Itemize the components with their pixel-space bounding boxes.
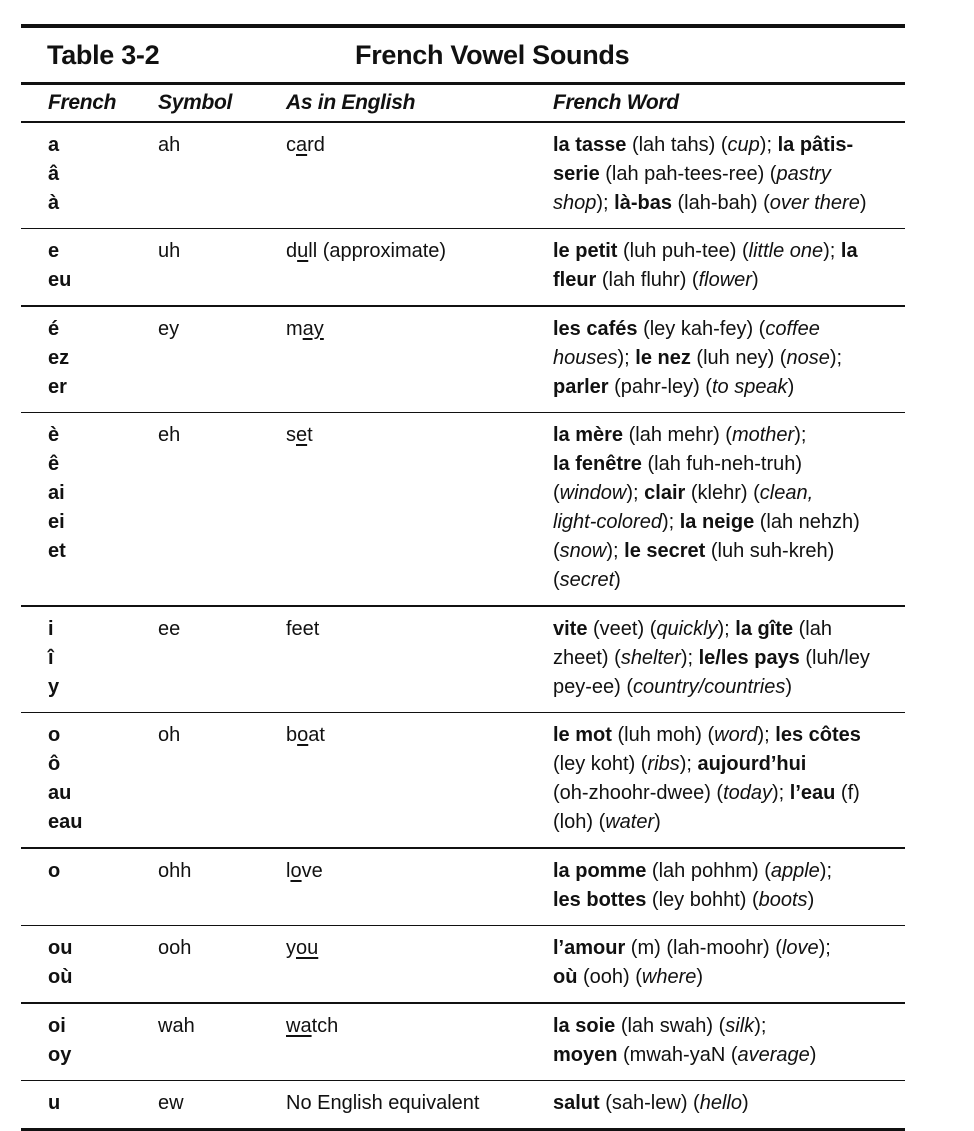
example-line	[553, 266, 905, 295]
pronunciation: (ooh) (	[577, 966, 642, 988]
pronunciation: (klehr) (	[685, 482, 760, 504]
french-word-examples	[553, 615, 905, 702]
french-word: les côtes	[775, 724, 861, 746]
french-word: aujourd’hui	[697, 753, 807, 775]
translation: where	[641, 966, 697, 988]
pronunciation: );	[606, 540, 625, 562]
french-letters	[48, 857, 60, 886]
french-letter: o	[48, 724, 61, 746]
french-word: l’eau	[789, 782, 836, 804]
french-word: moyen	[553, 1043, 618, 1066]
pronunciation: )	[809, 1043, 817, 1066]
example-line	[553, 886, 905, 915]
translation: hello	[699, 1092, 742, 1114]
french-word: la mère	[553, 424, 624, 446]
french-letter: ai	[48, 482, 65, 504]
pronunciation: (sah-lew) (	[599, 1092, 700, 1114]
translation: mother	[731, 424, 795, 446]
french-word: parler	[553, 375, 609, 398]
french-word-examples	[553, 934, 905, 992]
underlined-sound: wa	[286, 1014, 312, 1037]
example-line	[553, 421, 905, 450]
example-line	[553, 566, 905, 595]
pronunciation: (ley koht) (	[553, 753, 648, 775]
french-word: vite	[553, 617, 588, 640]
translation: shop	[553, 191, 597, 214]
translation: pastry	[776, 162, 831, 185]
pronunciation-symbol: ew	[158, 1092, 184, 1114]
translation: boots	[758, 888, 808, 911]
pronunciation-symbol: oh	[158, 724, 181, 746]
english-example	[286, 315, 324, 344]
example-line	[553, 808, 905, 837]
pronunciation: );	[757, 724, 776, 746]
example-line	[553, 615, 905, 644]
example-line	[553, 189, 905, 218]
example-line	[553, 344, 905, 373]
example-line	[553, 857, 905, 886]
french-word: là-bas	[614, 191, 672, 214]
french-letter: à	[48, 191, 60, 214]
french-letter: et	[48, 540, 66, 562]
translation: window	[559, 482, 627, 504]
french-word: la gîte	[735, 617, 794, 640]
example-line	[553, 644, 905, 673]
pronunciation: );	[759, 133, 778, 156]
french-letters	[48, 721, 82, 837]
pronunciation: );	[680, 646, 699, 669]
table-row	[21, 123, 905, 228]
pronunciation: );	[772, 782, 790, 804]
example-line	[553, 934, 905, 963]
french-word: le nez	[635, 346, 691, 369]
pronunciation: );	[823, 240, 841, 262]
french-letter: â	[48, 162, 60, 185]
english-example	[286, 1089, 479, 1118]
french-word-examples	[553, 421, 905, 595]
pronunciation: (	[553, 569, 560, 591]
table-row	[21, 849, 905, 925]
french-word: la	[840, 240, 858, 262]
translation: nose	[786, 346, 830, 369]
french-letter: ei	[48, 511, 65, 533]
translation: average	[737, 1043, 810, 1066]
pronunciation-symbol: ohh	[158, 859, 192, 882]
french-word: l’amour	[553, 937, 626, 959]
example-line	[553, 750, 905, 779]
french-word: serie	[553, 162, 600, 185]
pronunciation: (loh) (	[553, 811, 606, 833]
english-text: y	[286, 937, 296, 959]
pronunciation: (lah swah) (	[615, 1014, 726, 1037]
french-letter: o	[48, 859, 61, 882]
example-line	[553, 673, 905, 702]
french-letter: oy	[48, 1043, 72, 1066]
english-example	[286, 934, 318, 963]
pronunciation: (m) (lah-moohr) (	[625, 937, 782, 959]
pronunciation-symbol: eh	[158, 424, 181, 446]
french-word-examples	[553, 237, 905, 295]
pronunciation: (veet) (	[587, 617, 657, 640]
table-title-row	[21, 28, 905, 82]
pronunciation-symbol: ah	[158, 133, 181, 156]
table-row	[21, 1081, 905, 1128]
french-letter: eau	[48, 811, 83, 833]
underlined-sound: o	[297, 724, 309, 746]
french-word-examples	[553, 1012, 905, 1070]
french-letter: au	[48, 782, 72, 804]
pronunciation: )	[654, 811, 661, 833]
french-word: salut	[553, 1092, 600, 1114]
french-word: le mot	[553, 724, 612, 746]
english-text: s	[286, 424, 296, 446]
pronunciation: (mwah-yaN (	[617, 1043, 738, 1066]
french-letter: î	[48, 646, 54, 669]
french-letters	[48, 615, 59, 702]
french-word: le petit	[553, 240, 618, 262]
header-symbol: Symbol	[158, 91, 233, 114]
french-letters	[48, 934, 72, 992]
table-body	[21, 123, 905, 1129]
french-letter: eu	[48, 269, 72, 291]
example-line	[553, 373, 905, 402]
french-word: le secret	[624, 540, 706, 562]
french-letter: ou	[48, 937, 73, 959]
translation: over there	[769, 191, 860, 214]
pronunciation: );	[679, 753, 698, 775]
english-text: tch	[311, 1014, 339, 1037]
pronunciation: );	[829, 346, 843, 369]
translation: snow	[559, 540, 607, 562]
french-word-examples	[553, 857, 905, 915]
english-text: No English equivalent	[286, 1092, 480, 1114]
header-french-word: French Word	[553, 91, 679, 114]
english-text: rd	[307, 133, 325, 156]
example-line	[553, 1041, 905, 1070]
french-word: la neige	[679, 511, 755, 533]
pronunciation: )	[614, 569, 621, 591]
table-title: French Vowel Sounds	[355, 40, 630, 70]
example-line	[553, 450, 905, 479]
english-example	[286, 857, 323, 886]
translation: cup	[727, 133, 760, 156]
french-word: où	[553, 966, 578, 988]
pronunciation-symbol: wah	[158, 1014, 195, 1037]
pronunciation: (lah mehr) (	[623, 424, 732, 446]
pronunciation: (luh moh) (	[611, 724, 715, 746]
english-example	[286, 421, 313, 450]
french-letter: e	[48, 240, 60, 262]
pronunciation: )	[859, 191, 867, 214]
english-text: c	[286, 133, 296, 156]
pronunciation: (luh puh-tee) (	[617, 240, 749, 262]
french-word: les bottes	[553, 888, 647, 911]
example-line	[553, 315, 905, 344]
table-row	[21, 307, 905, 412]
english-example	[286, 131, 325, 160]
translation: little one	[748, 240, 824, 262]
english-text: b	[286, 724, 298, 746]
english-text: ve	[301, 859, 323, 882]
example-line	[553, 237, 905, 266]
table-label: Table 3-2	[47, 40, 160, 70]
translation: coffee	[765, 317, 820, 340]
english-text: d	[286, 240, 298, 262]
header-french: French	[48, 91, 117, 114]
pronunciation: (luh ney) (	[690, 346, 787, 369]
pronunciation-symbol: ey	[158, 317, 180, 340]
pronunciation: (lah tahs) (	[626, 133, 728, 156]
french-letter: où	[48, 966, 73, 988]
pronunciation: (lah pohhm) (	[646, 859, 771, 882]
translation: silk	[725, 1014, 755, 1037]
table-row	[21, 713, 905, 847]
translation: word	[714, 724, 758, 746]
translation: apple	[770, 859, 820, 882]
french-letter: ê	[48, 453, 60, 475]
french-letter: é	[48, 317, 60, 340]
pronunciation: (oh-zhoohr-dwee) (	[553, 782, 724, 804]
vowel-table	[21, 24, 905, 1131]
pronunciation: (	[553, 540, 560, 562]
pronunciation: (lah nehzh)	[754, 511, 860, 533]
table-row	[21, 926, 905, 1002]
french-word-examples	[553, 131, 905, 218]
pronunciation-symbol: ee	[158, 617, 181, 640]
french-word: clair	[644, 482, 686, 504]
underlined-sound: o	[290, 859, 302, 882]
pronunciation: )	[751, 269, 759, 291]
pronunciation: (lah-bah) (	[671, 191, 770, 214]
french-word: fleur	[553, 269, 597, 291]
translation: today	[723, 782, 773, 804]
pronunciation: );	[794, 424, 807, 446]
pronunciation: pey-ee) (	[553, 675, 634, 698]
pronunciation: (pahr-ley) (	[608, 375, 712, 398]
table-row	[21, 1004, 905, 1080]
french-word: la pomme	[553, 859, 647, 882]
pronunciation: )	[696, 966, 704, 988]
pronunciation: (lah	[793, 617, 832, 640]
english-example	[286, 721, 325, 750]
example-line	[553, 479, 905, 508]
pronunciation-symbol: uh	[158, 240, 181, 262]
translation: to speak	[711, 375, 788, 398]
french-letter: er	[48, 375, 67, 398]
english-text: ll (approximate)	[308, 240, 447, 262]
header-row	[21, 85, 905, 121]
french-letter: ez	[48, 346, 70, 369]
french-letter: è	[48, 424, 60, 446]
french-letter: y	[48, 675, 60, 698]
french-word-examples	[553, 1089, 905, 1118]
french-letters	[48, 315, 69, 402]
pronunciation: );	[661, 511, 680, 533]
french-word: les cafés	[553, 317, 638, 340]
french-letter: i	[48, 617, 54, 640]
french-letters	[48, 421, 66, 566]
french-letter: oi	[48, 1014, 66, 1037]
table-row	[21, 413, 905, 605]
underlined-sound: ay	[302, 317, 324, 340]
pronunciation: (luh suh-kreh)	[705, 540, 835, 562]
pronunciation: );	[818, 937, 831, 959]
translation: love	[781, 937, 819, 959]
pronunciation: (lah fuh-neh-truh)	[641, 453, 803, 475]
pronunciation: )	[785, 675, 792, 698]
example-line	[553, 721, 905, 750]
header-english: As in English	[286, 91, 416, 114]
french-word-examples	[553, 315, 905, 402]
example-line	[553, 508, 905, 537]
example-line	[553, 779, 905, 808]
pronunciation: );	[754, 1014, 767, 1037]
english-text: t	[307, 424, 313, 446]
french-word: la fenêtre	[553, 453, 642, 475]
example-line	[553, 537, 905, 566]
pronunciation: (lah fluhr) (	[596, 269, 699, 291]
pronunciation: )	[807, 888, 815, 911]
pronunciation: zheet) (	[553, 646, 621, 669]
translation: ribs	[647, 753, 680, 775]
french-letters	[48, 1089, 60, 1118]
pronunciation: )	[741, 1092, 749, 1114]
french-word: la tasse	[553, 133, 627, 156]
french-word: la pâtis-	[777, 133, 854, 156]
pronunciation: (f)	[835, 782, 860, 804]
pronunciation-symbol: ooh	[158, 937, 192, 959]
pronunciation: );	[717, 617, 736, 640]
french-word: la soie	[553, 1014, 616, 1037]
table-row	[21, 229, 905, 305]
english-text: at	[308, 724, 325, 746]
french-letters	[48, 131, 59, 218]
underlined-sound: e	[296, 424, 308, 446]
translation: water	[605, 811, 655, 833]
underlined-sound: a	[296, 133, 308, 156]
translation: houses	[553, 346, 618, 369]
underlined-sound: u	[297, 240, 309, 262]
translation: quickly	[656, 617, 718, 640]
pronunciation: (ley kah-fey) (	[637, 317, 766, 340]
pronunciation: (luh/ley	[799, 646, 870, 669]
pronunciation: )	[787, 375, 795, 398]
french-word-examples	[553, 721, 905, 837]
english-example	[286, 615, 319, 644]
example-line	[553, 963, 905, 992]
translation: shelter	[620, 646, 681, 669]
pronunciation: (	[553, 482, 560, 504]
french-letters	[48, 1012, 71, 1070]
english-example	[286, 237, 446, 266]
example-line	[553, 1089, 905, 1118]
pronunciation: );	[617, 346, 636, 369]
english-text: feet	[286, 617, 320, 640]
english-text: m	[286, 317, 303, 340]
french-word: le/les pays	[698, 646, 800, 669]
french-letter: u	[48, 1092, 61, 1114]
underlined-sound: ou	[296, 937, 319, 959]
pronunciation: );	[626, 482, 645, 504]
translation: clean,	[759, 482, 814, 504]
french-letter: a	[48, 133, 60, 156]
french-letters	[48, 237, 71, 295]
translation: country/countries	[633, 675, 786, 698]
translation: light-colored	[553, 511, 662, 533]
pronunciation: );	[819, 859, 833, 882]
english-example	[286, 1012, 338, 1041]
example-line	[553, 160, 905, 189]
translation: flower	[698, 269, 752, 291]
pronunciation: (lah pah-tees-ree) (	[599, 162, 777, 185]
example-line	[553, 131, 905, 160]
pronunciation: );	[596, 191, 615, 214]
table-row	[21, 607, 905, 712]
example-line	[553, 1012, 905, 1041]
french-letter: ô	[48, 753, 61, 775]
pronunciation: (ley bohht) (	[646, 888, 759, 911]
translation: secret	[559, 569, 615, 591]
english-text: l	[286, 859, 291, 882]
